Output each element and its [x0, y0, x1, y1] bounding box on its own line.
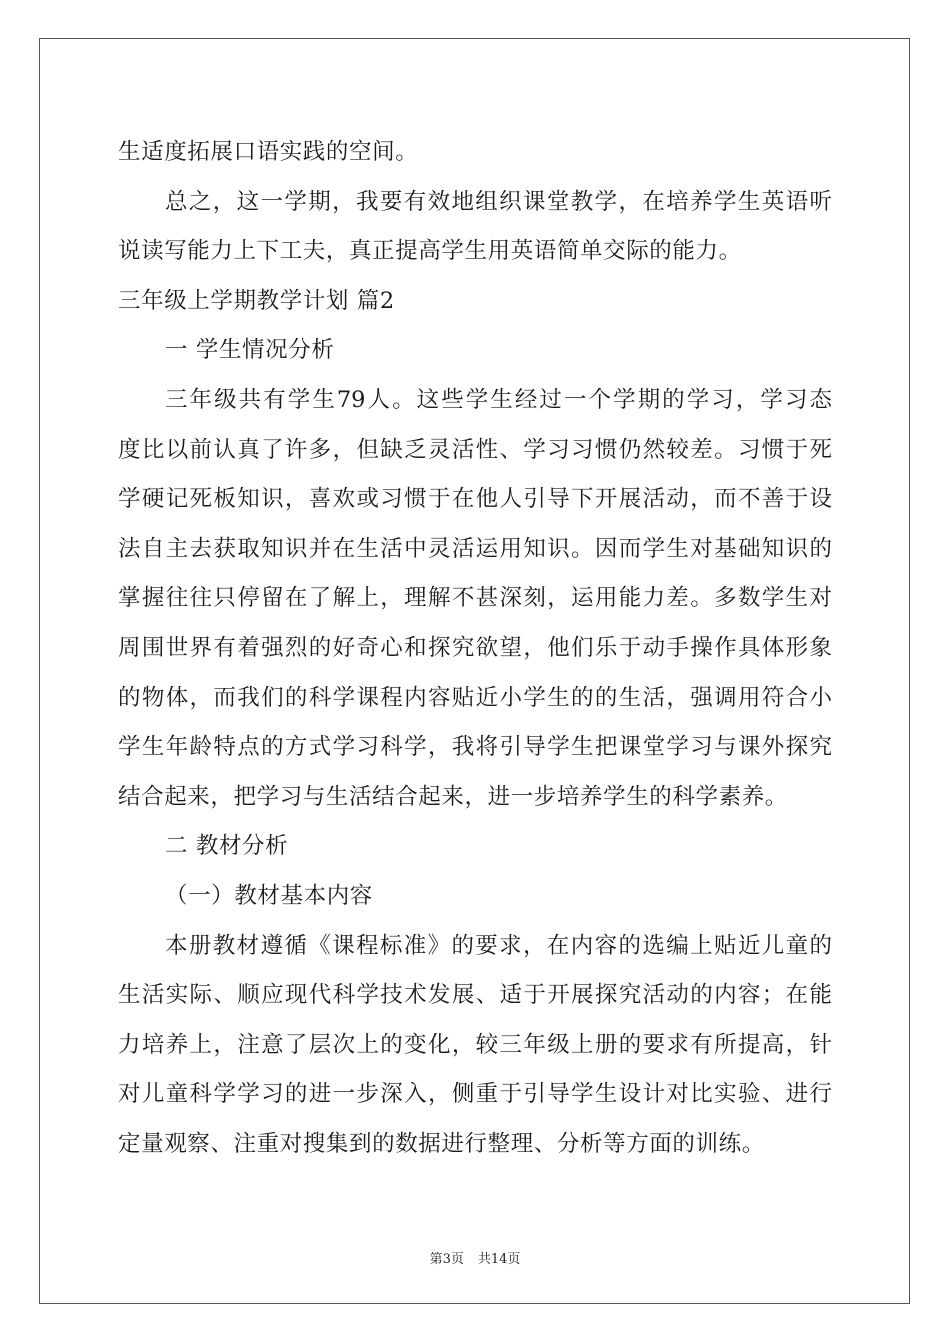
text-line: 本册教材遵循《课程标准》的要求，在内容的选编上贴近儿童的	[165, 932, 832, 959]
page-number: 第3页	[429, 1252, 464, 1267]
text-line: 力培养上，注意了层次上的变化，较三年级上册的要求有所提高，针	[118, 1031, 832, 1058]
text-line: 生活实际、顺应现代科学技术发展、适于开展探究活动的内容；在能	[118, 982, 832, 1009]
subsection-heading: （一）教材基本内容	[165, 882, 373, 909]
text-line: 三年级共有学生79人。这些学生经过一个学期的学习，学习态	[165, 386, 832, 413]
text-line: 定量观察、注重对搜集到的数据进行整理、分析等方面的训练。	[118, 1130, 765, 1157]
page-footer	[0, 1248, 950, 1267]
text-line: 总之，这一学期，我要有效地组织课堂教学，在培养学生英语听	[165, 188, 832, 215]
section-heading: 一 学生情况分析	[165, 337, 335, 364]
document-body	[118, 128, 832, 1169]
text-line: 度比以前认真了许多，但缺乏灵活性、学习习惯仍然较差。习惯于死	[118, 436, 832, 463]
text-line: 的物体，而我们的科学课程内容贴近小学生的的生活，强调用符合小	[118, 684, 832, 711]
text-line: 周围世界有着强烈的好奇心和探究欲望，他们乐于动手操作具体形象	[118, 634, 832, 661]
text-line: 学生年龄特点的方式学习科学，我将引导学生把课堂学习与课外探究	[118, 734, 832, 761]
text-line: 掌握往往只停留在了解上，理解不甚深刻，运用能力差。多数学生对	[118, 585, 832, 612]
section-title: 三年级上学期教学计划 篇2	[118, 287, 395, 314]
text-line: 对儿童科学学习的进一步深入，侧重于引导学生设计对比实验、进行	[118, 1081, 832, 1108]
text-line: 结合起来，把学习与生活结合起来，进一步培养学生的科学素养。	[118, 783, 788, 810]
text-line: 说读写能力上下工夫，真正提高学生用英语简单交际的能力。	[118, 238, 742, 265]
page-total: 共14页	[477, 1252, 521, 1267]
text-line: 学硬记死板知识，喜欢或习惯于在他人引导下开展活动，而不善于设	[118, 486, 832, 513]
section-heading: 二 教材分析	[165, 833, 289, 860]
text-line: 生适度拓展口语实践的空间。	[118, 139, 419, 165]
text-line: 法自主去获取知识并在生活中灵活运用知识。因而学生对基础知识的	[118, 535, 832, 562]
